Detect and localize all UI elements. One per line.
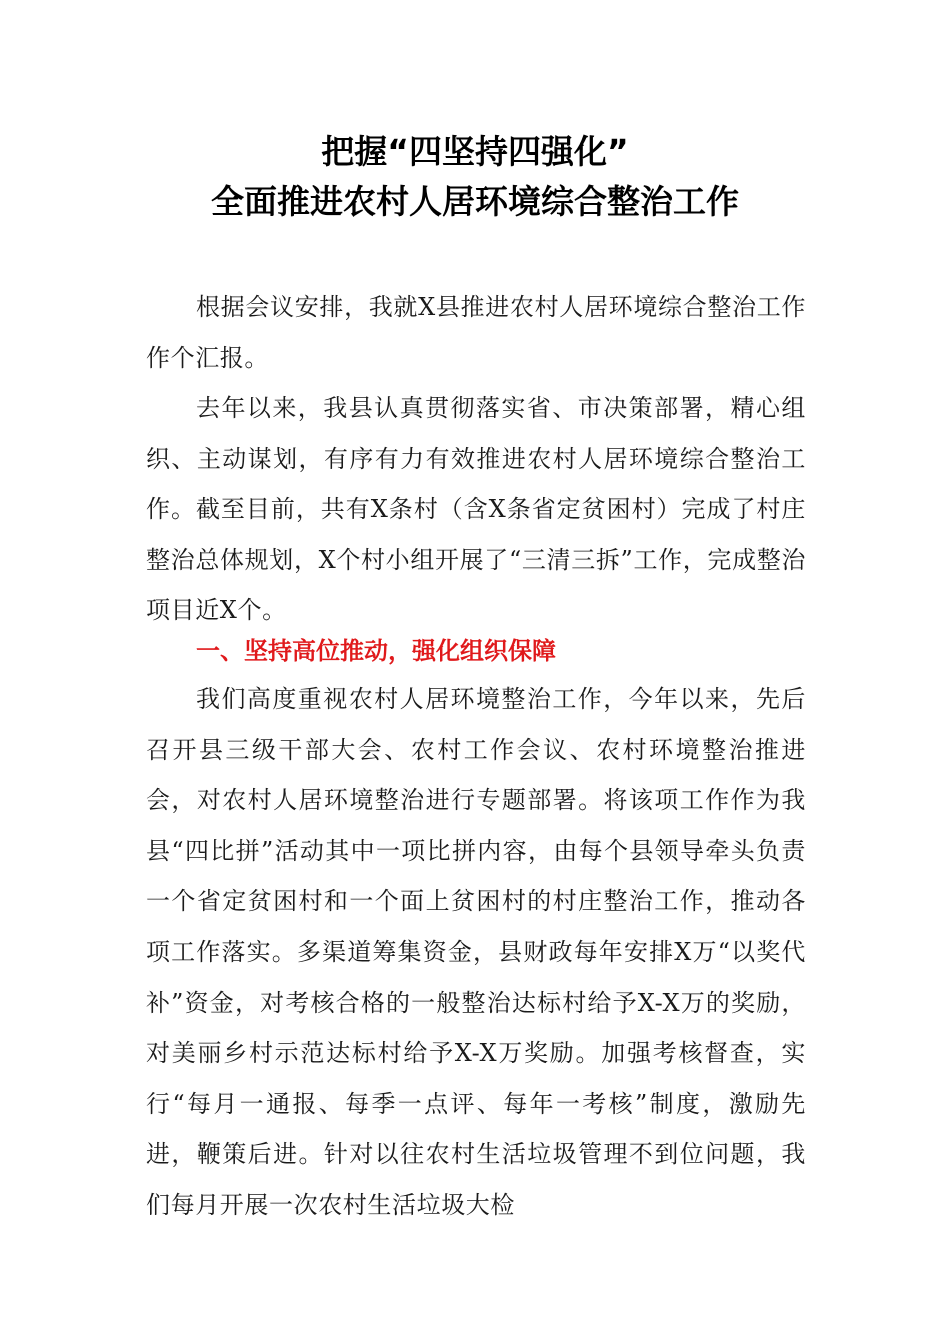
section-heading-1: 一、坚持高位推动，强化组织保障: [196, 637, 556, 665]
document-title-line-2: 全面推进农村人居环境综合整治工作: [211, 182, 739, 221]
summary-paragraph: 去年以来，我县认真贯彻落实省、市决策部署，精心组织、主动谋划，有序有力有效推进农村人居环境综合整治工作。截至目前，共有X条村（含X条省定贫困村）完成了村庄整治总体规划，X个村小组开展了“三清三拆”工作，完成整治项目近X个。: [146, 394, 806, 625]
section-1-paragraph: 我们高度重视农村人居环境整治工作，今年以来，先后召开县三级干部大会、农村工作会议、农村环境整治推进会，对农村人居环境整治进行专题部署。将该项工作作为我县“四比拼”活动其中一项比拼内容，由每个县领导牵头负责一个省定贫困村和一个面上贫困村的村庄整治工作，推动各项工作落实。多渠道筹集资金，县财政每年安排X万“以奖代补”资金，对考核合格的一般整治达标村给予X-X万的奖励，对美丽乡村示范达标村给予X-X万奖励。加强考核督查，实行“每月一通报、每季一点评、每年一考核”制度，激励先进，鞭策后进。针对以往农村生活垃圾管理不到位问题，我们每月开展一次农村生活垃圾大检: [146, 685, 806, 1219]
intro-paragraph: 根据会议安排，我就X县推进农村人居环境综合整治工作作个汇报。: [146, 293, 806, 372]
document-title-line-1: 把握“四坚持四强化”: [321, 132, 629, 171]
